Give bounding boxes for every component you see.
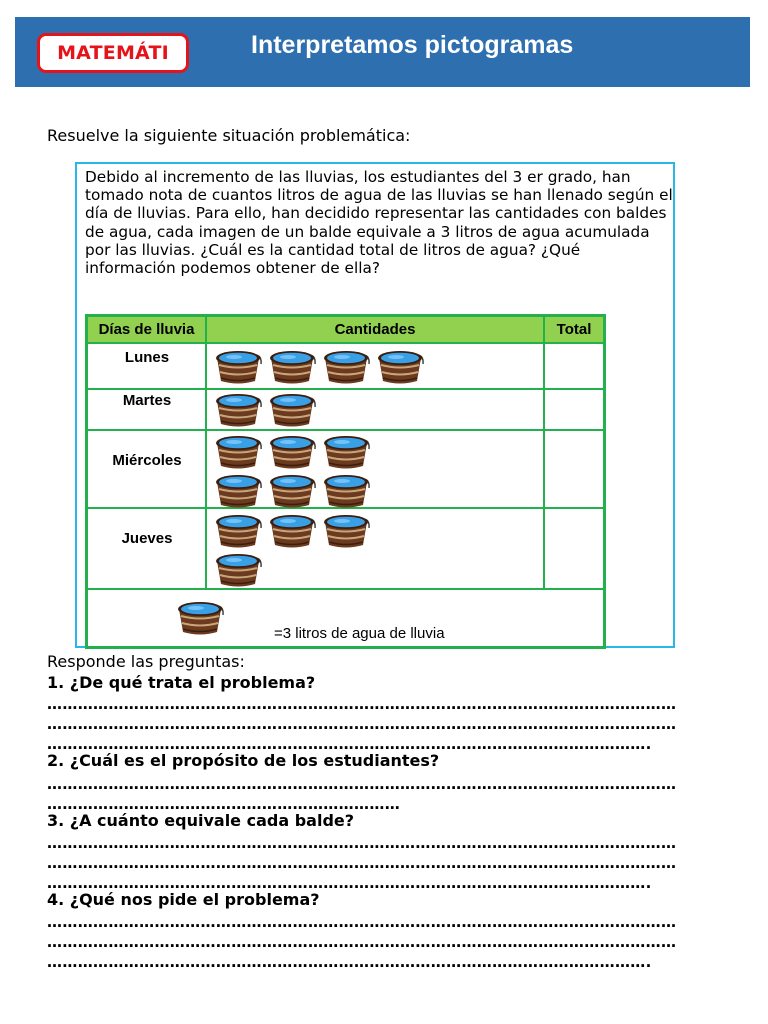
answer-line[interactable]: …………………………………………………………………………………………………………… xyxy=(47,933,677,951)
answer-line[interactable]: …………………………………………………………………………………………………………… xyxy=(47,775,677,793)
header-total: Total xyxy=(545,317,603,342)
instruction-text: Resuelve la siguiente situación problemática: xyxy=(47,126,411,145)
question-4: 4. ¿Qué nos pide el problema? xyxy=(47,890,320,909)
header-days: Días de lluvia xyxy=(88,317,205,342)
subject-badge: MATEMÁTI xyxy=(37,33,189,73)
water-bucket-icon xyxy=(374,348,426,386)
answer-line[interactable]: …………………………………………………………………………………………………………… xyxy=(47,913,677,931)
legend-text: =3 litros de agua de lluvia xyxy=(274,625,445,642)
day-miercoles: Miércoles xyxy=(112,452,182,469)
water-bucket-icon xyxy=(266,512,318,550)
water-bucket-icon xyxy=(266,348,318,386)
row-divider xyxy=(88,388,603,390)
answer-line[interactable]: …………………………………………………………………………………………………………… xyxy=(47,715,677,733)
row-divider xyxy=(88,588,603,590)
total-jueves[interactable] xyxy=(545,509,603,588)
water-bucket-icon xyxy=(266,391,318,429)
day-lunes: Lunes xyxy=(124,349,170,366)
answer-line[interactable]: …………………………………………………………………………………………………………… xyxy=(47,695,677,713)
row-divider xyxy=(88,342,603,344)
header-quantities: Cantidades xyxy=(207,317,543,342)
pictogram-table xyxy=(85,314,606,649)
answer-line[interactable]: ………………………………………………………………………………………………………. xyxy=(47,874,652,892)
water-bucket-icon xyxy=(266,433,318,471)
row-divider xyxy=(88,429,603,431)
total-miercoles[interactable] xyxy=(545,431,603,507)
water-bucket-icon xyxy=(212,433,264,471)
total-lunes[interactable] xyxy=(545,344,603,388)
day-jueves: Jueves xyxy=(121,530,173,547)
answer-line[interactable]: …………………………………………………………………………………………………………… xyxy=(47,854,677,872)
water-bucket-icon xyxy=(320,512,372,550)
answer-line[interactable]: …………………………………………………………… xyxy=(47,795,401,813)
water-bucket-icon xyxy=(212,472,264,510)
problem-statement: Debido al incremento de las lluvias, los estudiantes del 3 er grado, han tomado nota de cuantos litros de agua de las lluvias se han llenado según el día de lluvias. Para ello, han decidido representar las cantidades con baldes de agua, cada imagen de un balde equivale a 3 litros de agua acumulada por las lluvias. ¿Cuál es la cantidad total de litros de agua? ¿Qué información podemos obtener de ella? xyxy=(85,168,673,278)
water-bucket-icon xyxy=(320,472,372,510)
water-bucket-icon xyxy=(212,391,264,429)
total-martes[interactable] xyxy=(545,390,603,429)
water-bucket-icon xyxy=(266,472,318,510)
question-1: 1. ¿De qué trata el problema? xyxy=(47,673,316,692)
answer-line[interactable]: ………………………………………………………………………………………………………. xyxy=(47,735,652,753)
answer-line[interactable]: …………………………………………………………………………………………………………… xyxy=(47,834,677,852)
legend-bucket-icon xyxy=(174,594,226,642)
water-bucket-icon xyxy=(212,512,264,550)
header-bar xyxy=(15,17,750,87)
water-bucket-icon xyxy=(320,433,372,471)
answer-line[interactable]: ………………………………………………………………………………………………………. xyxy=(47,953,652,971)
water-bucket-icon xyxy=(212,551,264,589)
page-title: Interpretamos pictogramas xyxy=(251,31,574,59)
water-bucket-icon xyxy=(212,348,264,386)
water-bucket-icon xyxy=(320,348,372,386)
day-martes: Martes xyxy=(122,392,172,409)
question-2: 2. ¿Cuál es el propósito de los estudiantes? xyxy=(47,751,440,770)
question-3: 3. ¿A cuánto equivale cada balde? xyxy=(47,811,355,830)
answers-label: Responde las preguntas: xyxy=(47,652,245,671)
